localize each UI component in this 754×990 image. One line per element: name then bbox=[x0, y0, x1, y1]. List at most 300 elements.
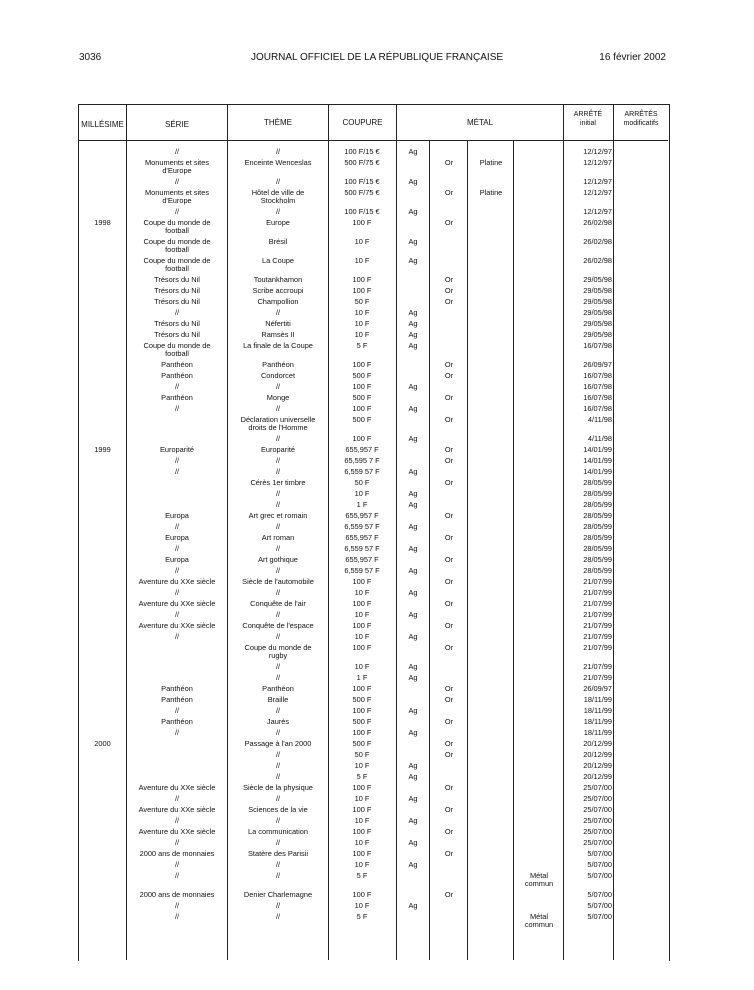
row-metal-or: Or bbox=[444, 684, 454, 693]
row-metal-or: Or bbox=[444, 717, 454, 726]
row-coupure: 100 F bbox=[352, 621, 372, 630]
row-metal-ag: Ag bbox=[408, 330, 418, 339]
row-metal-platine: Platine bbox=[479, 158, 503, 167]
row-millesime: 1998 bbox=[94, 218, 111, 227]
row-metal-ag: Ag bbox=[408, 147, 418, 156]
row-coupure: 10 F bbox=[354, 838, 370, 847]
row-theme: Siècle de la physique bbox=[243, 783, 313, 792]
row-metal-ag: Ag bbox=[408, 632, 418, 641]
col-header-millesime: MILLÉSIME bbox=[81, 120, 124, 129]
row-metal-or: Or bbox=[444, 218, 454, 227]
row-metal-or: Or bbox=[444, 445, 454, 454]
row-arrete-initial: 18/11/99 bbox=[583, 717, 612, 726]
row-coupure: 5 F bbox=[356, 912, 368, 921]
row-coupure: 10 F bbox=[354, 632, 370, 641]
row-metal-or: Or bbox=[444, 415, 454, 424]
row-theme: Statère des Parisii bbox=[248, 849, 308, 858]
row-coupure: 500 F/75 € bbox=[344, 188, 380, 197]
row-metal-commun: Métal commun bbox=[524, 871, 554, 888]
column-divider bbox=[613, 104, 614, 960]
row-coupure: 10 F bbox=[354, 662, 370, 671]
row-serie: // bbox=[174, 467, 180, 476]
row-coupure: 100 F bbox=[352, 599, 372, 608]
row-theme: Passage à l'an 2000 bbox=[244, 739, 312, 748]
journal-title: JOURNAL OFFICIEL DE LA RÉPUBLIQUE FRANÇAISE bbox=[250, 52, 504, 63]
row-coupure: 10 F bbox=[354, 330, 370, 339]
row-theme: La finale de la Coupe bbox=[243, 341, 313, 350]
row-coupure: 500 F bbox=[352, 717, 372, 726]
page-number: 3036 bbox=[79, 52, 102, 63]
row-serie: Europa bbox=[165, 555, 189, 564]
row-metal-ag: Ag bbox=[408, 610, 418, 619]
row-coupure: 100 F bbox=[352, 706, 372, 715]
row-metal-ag: Ag bbox=[408, 404, 418, 413]
row-arrete-initial: 28/05/99 bbox=[583, 544, 612, 553]
row-metal-or: Or bbox=[444, 621, 454, 630]
row-arrete-initial: 4/11/98 bbox=[587, 434, 612, 443]
row-theme: // bbox=[275, 662, 281, 671]
row-metal-ag: Ag bbox=[408, 761, 418, 770]
row-metal-ag: Ag bbox=[408, 500, 418, 509]
row-metal-or: Or bbox=[444, 360, 454, 369]
row-coupure: 10 F bbox=[354, 610, 370, 619]
row-theme: Toutankhamon bbox=[253, 275, 303, 284]
row-serie: // bbox=[174, 544, 180, 553]
row-coupure: 100 F bbox=[352, 275, 372, 284]
row-theme: Jaurès bbox=[266, 717, 290, 726]
row-serie: Panthéon bbox=[161, 684, 193, 693]
col-header-metal: MÉTAL bbox=[466, 118, 494, 127]
column-divider bbox=[396, 104, 397, 960]
row-serie: // bbox=[174, 794, 180, 803]
row-arrete-initial: 28/05/99 bbox=[583, 489, 612, 498]
row-metal-or: Or bbox=[444, 849, 454, 858]
row-coupure: 100 F bbox=[352, 434, 372, 443]
row-theme: // bbox=[275, 871, 281, 880]
row-metal-or: Or bbox=[444, 599, 454, 608]
row-serie: Aventure du XXe siècle bbox=[138, 783, 216, 792]
row-arrete-initial: 26/09/97 bbox=[583, 360, 612, 369]
row-coupure: 5 F bbox=[356, 341, 368, 350]
row-theme: Brésil bbox=[268, 237, 288, 246]
row-metal-or: Or bbox=[444, 805, 454, 814]
row-coupure: 6,559 57 F bbox=[344, 544, 380, 553]
row-metal-or: Or bbox=[444, 478, 454, 487]
column-divider bbox=[429, 140, 430, 960]
row-serie: // bbox=[174, 632, 180, 641]
row-coupure: 655,957 F bbox=[345, 533, 379, 542]
row-coupure: 100 F bbox=[352, 890, 372, 899]
row-metal-or: Or bbox=[444, 827, 454, 836]
row-theme: Enceinte Wenceslas bbox=[244, 158, 312, 167]
row-coupure: 100 F bbox=[352, 827, 372, 836]
row-metal-ag: Ag bbox=[408, 673, 418, 682]
row-arrete-initial: 16/07/98 bbox=[583, 341, 612, 350]
row-metal-or: Or bbox=[444, 750, 454, 759]
row-coupure: 655,957 F bbox=[345, 511, 379, 520]
row-metal-or: Or bbox=[444, 511, 454, 520]
row-serie: // bbox=[174, 816, 180, 825]
row-coupure: 100 F/15 € bbox=[344, 207, 380, 216]
row-arrete-initial: 21/07/99 bbox=[583, 621, 612, 630]
row-arrete-initial: 28/05/99 bbox=[583, 500, 612, 509]
row-metal-ag: Ag bbox=[408, 308, 418, 317]
row-arrete-initial: 28/05/99 bbox=[583, 478, 612, 487]
row-millesime: 1999 bbox=[94, 445, 111, 454]
row-metal-ag: Ag bbox=[408, 794, 418, 803]
row-serie: // bbox=[174, 382, 180, 391]
row-arrete-initial: 29/05/98 bbox=[583, 297, 612, 306]
row-serie: Coupe du monde de football bbox=[143, 218, 211, 235]
row-coupure: 100 F bbox=[352, 849, 372, 858]
row-theme: // bbox=[275, 632, 281, 641]
row-theme: // bbox=[275, 522, 281, 531]
row-theme: // bbox=[275, 912, 281, 921]
row-theme: // bbox=[275, 901, 281, 910]
row-coupure: 100 F bbox=[352, 286, 372, 295]
row-serie: Panthéon bbox=[161, 393, 193, 402]
row-theme: // bbox=[275, 728, 281, 737]
row-coupure: 1 F bbox=[356, 500, 368, 509]
row-arrete-initial: 20/12/99 bbox=[583, 772, 612, 781]
row-serie: Coupe du monde de football bbox=[143, 237, 211, 254]
row-coupure: 100 F bbox=[352, 643, 372, 652]
row-theme: Art gothique bbox=[258, 555, 298, 564]
row-theme: // bbox=[275, 177, 281, 186]
row-coupure: 100 F bbox=[352, 218, 372, 227]
row-coupure: 100 F/15 € bbox=[344, 177, 380, 186]
row-coupure: 500 F bbox=[352, 695, 372, 704]
row-serie: // bbox=[174, 706, 180, 715]
row-serie: Monuments et sites d'Europe bbox=[144, 158, 210, 175]
row-theme: Panthéon bbox=[262, 684, 294, 693]
row-arrete-initial: 18/11/99 bbox=[583, 695, 612, 704]
row-arrete-initial: 5/07/00 bbox=[587, 849, 612, 858]
row-arrete-initial: 5/07/00 bbox=[587, 901, 612, 910]
row-arrete-initial: 12/12/97 bbox=[583, 147, 612, 156]
row-metal-ag: Ag bbox=[408, 544, 418, 553]
row-theme: Europarité bbox=[260, 445, 296, 454]
row-arrete-initial: 21/07/99 bbox=[583, 588, 612, 597]
row-coupure: 10 F bbox=[354, 237, 370, 246]
row-coupure: 10 F bbox=[354, 489, 370, 498]
row-theme: // bbox=[275, 772, 281, 781]
col-header-coupure: COUPURE bbox=[342, 118, 383, 127]
row-serie: // bbox=[174, 207, 180, 216]
row-arrete-initial: 18/11/99 bbox=[583, 706, 612, 715]
column-divider bbox=[513, 140, 514, 960]
row-coupure: 100 F bbox=[352, 728, 372, 737]
row-metal-or: Or bbox=[444, 555, 454, 564]
row-coupure: 10 F bbox=[354, 588, 370, 597]
row-metal-ag: Ag bbox=[408, 434, 418, 443]
row-arrete-initial: 16/07/98 bbox=[583, 371, 612, 380]
row-arrete-initial: 20/12/99 bbox=[583, 739, 612, 748]
row-arrete-initial: 28/05/99 bbox=[583, 566, 612, 575]
row-coupure: 100 F/15 € bbox=[344, 147, 380, 156]
row-arrete-initial: 28/05/99 bbox=[583, 522, 612, 531]
row-serie: // bbox=[174, 456, 180, 465]
row-coupure: 10 F bbox=[354, 860, 370, 869]
row-metal-ag: Ag bbox=[408, 706, 418, 715]
row-theme: // bbox=[275, 588, 281, 597]
row-coupure: 10 F bbox=[354, 256, 370, 265]
row-serie: Panthéon bbox=[161, 695, 193, 704]
row-serie: Panthéon bbox=[161, 717, 193, 726]
row-theme: Braille bbox=[267, 695, 289, 704]
row-theme: Coupe du monde de rugby bbox=[244, 643, 312, 660]
row-coupure: 500 F/75 € bbox=[344, 158, 380, 167]
row-arrete-initial: 18/11/99 bbox=[583, 728, 612, 737]
row-arrete-initial: 4/11/98 bbox=[587, 415, 612, 424]
publication-date: 16 février 2002 bbox=[599, 52, 666, 63]
row-arrete-initial: 14/01/99 bbox=[583, 445, 612, 454]
row-arrete-initial: 29/05/98 bbox=[583, 319, 612, 328]
row-arrete-initial: 21/07/99 bbox=[583, 673, 612, 682]
row-arrete-initial: 28/05/99 bbox=[583, 533, 612, 542]
row-arrete-initial: 25/07/00 bbox=[583, 838, 612, 847]
row-coupure: 500 F bbox=[352, 371, 372, 380]
row-serie: Europa bbox=[165, 511, 189, 520]
row-coupure: 655,957 F bbox=[345, 445, 379, 454]
row-serie: // bbox=[174, 566, 180, 575]
row-metal-or: Or bbox=[444, 577, 454, 586]
row-serie: Trésors du Nil bbox=[154, 297, 200, 306]
row-serie: // bbox=[174, 308, 180, 317]
row-metal-ag: Ag bbox=[408, 256, 418, 265]
col-header-theme: THÈME bbox=[264, 118, 292, 127]
row-coupure: 50 F bbox=[354, 297, 370, 306]
row-theme: Cérès 1er timbre bbox=[250, 478, 306, 487]
row-theme: // bbox=[275, 434, 281, 443]
row-metal-or: Or bbox=[444, 158, 454, 167]
row-theme: // bbox=[275, 610, 281, 619]
row-serie: // bbox=[174, 838, 180, 847]
row-coupure: 10 F bbox=[354, 308, 370, 317]
row-serie: // bbox=[174, 147, 180, 156]
row-serie: // bbox=[174, 610, 180, 619]
row-theme: // bbox=[275, 816, 281, 825]
row-coupure: 100 F bbox=[352, 805, 372, 814]
row-arrete-initial: 28/05/99 bbox=[583, 555, 612, 564]
row-serie: Coupe du monde de football bbox=[143, 341, 211, 358]
row-coupure: 100 F bbox=[352, 577, 372, 586]
row-arrete-initial: 21/07/99 bbox=[583, 662, 612, 671]
row-serie: 2000 ans de monnaies bbox=[139, 849, 215, 858]
row-arrete-initial: 29/05/98 bbox=[583, 330, 612, 339]
row-serie: // bbox=[174, 522, 180, 531]
row-metal-or: Or bbox=[444, 783, 454, 792]
row-coupure: 10 F bbox=[354, 901, 370, 910]
row-metal-ag: Ag bbox=[408, 237, 418, 246]
row-metal-or: Or bbox=[444, 643, 454, 652]
row-coupure: 1 F bbox=[356, 673, 368, 682]
row-arrete-initial: 5/07/00 bbox=[587, 860, 612, 869]
row-coupure: 6,559 57 F bbox=[344, 566, 380, 575]
row-theme: // bbox=[275, 838, 281, 847]
row-coupure: 10 F bbox=[354, 319, 370, 328]
row-coupure: 5 F bbox=[356, 772, 368, 781]
row-theme: Panthéon bbox=[262, 360, 294, 369]
row-metal-ag: Ag bbox=[408, 838, 418, 847]
row-theme: La communication bbox=[248, 827, 308, 836]
row-metal-ag: Ag bbox=[408, 772, 418, 781]
row-serie: Trésors du Nil bbox=[154, 319, 200, 328]
row-serie: // bbox=[174, 901, 180, 910]
row-theme: // bbox=[275, 207, 281, 216]
row-arrete-initial: 21/07/99 bbox=[583, 643, 612, 652]
row-arrete-initial: 25/07/00 bbox=[583, 805, 612, 814]
row-theme: Art grec et romain bbox=[248, 511, 308, 520]
row-arrete-initial: 21/07/99 bbox=[583, 577, 612, 586]
row-theme: // bbox=[275, 860, 281, 869]
row-serie: Aventure du XXe siècle bbox=[138, 599, 216, 608]
row-metal-ag: Ag bbox=[408, 860, 418, 869]
row-theme: Sciences de la vie bbox=[248, 805, 308, 814]
row-arrete-initial: 21/07/99 bbox=[583, 632, 612, 641]
row-arrete-initial: 29/05/98 bbox=[583, 275, 612, 284]
row-arrete-initial: 25/07/00 bbox=[583, 827, 612, 836]
row-serie: Panthéon bbox=[161, 371, 193, 380]
row-coupure: 50 F bbox=[354, 478, 370, 487]
row-arrete-initial: 14/01/99 bbox=[583, 467, 612, 476]
row-metal-ag: Ag bbox=[408, 319, 418, 328]
row-metal-ag: Ag bbox=[408, 816, 418, 825]
row-metal-ag: Ag bbox=[408, 522, 418, 531]
row-theme: Ramsès II bbox=[261, 330, 295, 339]
row-arrete-initial: 16/07/98 bbox=[583, 404, 612, 413]
row-arrete-initial: 5/07/00 bbox=[587, 871, 612, 880]
row-theme: Hôtel de ville de Stockholm bbox=[251, 188, 305, 205]
row-arrete-initial: 12/12/97 bbox=[583, 207, 612, 216]
row-theme: // bbox=[275, 566, 281, 575]
row-serie: Trésors du Nil bbox=[154, 330, 200, 339]
row-theme: Conquête de l'air bbox=[250, 599, 306, 608]
row-serie: Monuments et sites d'Europe bbox=[144, 188, 210, 205]
row-metal-ag: Ag bbox=[408, 901, 418, 910]
row-arrete-initial: 25/07/00 bbox=[583, 794, 612, 803]
row-arrete-initial: 21/07/99 bbox=[583, 599, 612, 608]
row-theme: Champollion bbox=[257, 297, 299, 306]
row-serie: // bbox=[174, 177, 180, 186]
row-metal-ag: Ag bbox=[408, 382, 418, 391]
row-metal-or: Or bbox=[444, 371, 454, 380]
row-metal-ag: Ag bbox=[408, 467, 418, 476]
row-metal-or: Or bbox=[444, 188, 454, 197]
row-theme: // bbox=[275, 404, 281, 413]
row-arrete-initial: 12/12/97 bbox=[583, 177, 612, 186]
row-coupure: 500 F bbox=[352, 415, 372, 424]
row-coupure: 100 F bbox=[352, 360, 372, 369]
row-theme: // bbox=[275, 750, 281, 759]
row-serie: Coupe du monde de football bbox=[143, 256, 211, 273]
row-coupure: 10 F bbox=[354, 816, 370, 825]
row-serie: // bbox=[174, 588, 180, 597]
row-metal-ag: Ag bbox=[408, 566, 418, 575]
row-serie: // bbox=[174, 860, 180, 869]
col-header-arrete-initial: ARRÊTÉ initial bbox=[573, 111, 603, 127]
row-arrete-initial: 26/02/98 bbox=[583, 218, 612, 227]
row-serie: Trésors du Nil bbox=[154, 275, 200, 284]
row-metal-or: Or bbox=[444, 890, 454, 899]
row-theme: Europe bbox=[266, 218, 290, 227]
row-serie: // bbox=[174, 871, 180, 880]
row-arrete-initial: 20/12/99 bbox=[583, 750, 612, 759]
column-divider bbox=[467, 140, 468, 960]
row-metal-ag: Ag bbox=[408, 728, 418, 737]
row-metal-ag: Ag bbox=[408, 662, 418, 671]
row-metal-ag: Ag bbox=[408, 341, 418, 350]
row-arrete-initial: 21/07/99 bbox=[583, 610, 612, 619]
row-serie: Aventure du XXe siècle bbox=[138, 827, 216, 836]
row-arrete-initial: 20/12/99 bbox=[583, 761, 612, 770]
row-metal-ag: Ag bbox=[408, 177, 418, 186]
row-arrete-initial: 14/01/99 bbox=[583, 456, 612, 465]
row-theme: // bbox=[275, 308, 281, 317]
row-coupure: 10 F bbox=[354, 761, 370, 770]
row-coupure: 50 F bbox=[354, 750, 370, 759]
row-coupure: 100 F bbox=[352, 382, 372, 391]
row-theme: Denier Charlemagne bbox=[243, 890, 313, 899]
row-metal-ag: Ag bbox=[408, 588, 418, 597]
row-coupure: 655,957 F bbox=[345, 555, 379, 564]
row-serie: Aventure du XXe siècle bbox=[138, 577, 216, 586]
row-metal-platine: Platine bbox=[479, 188, 503, 197]
row-coupure: 5 F bbox=[356, 871, 368, 880]
row-metal-or: Or bbox=[444, 297, 454, 306]
row-coupure: 100 F bbox=[352, 783, 372, 792]
row-serie: Aventure du XXe siècle bbox=[138, 621, 216, 630]
row-serie: // bbox=[174, 728, 180, 737]
row-serie: // bbox=[174, 912, 180, 921]
row-metal-ag: Ag bbox=[408, 207, 418, 216]
row-theme: Néfertiti bbox=[265, 319, 291, 328]
row-coupure: 65,595 7 F bbox=[344, 456, 380, 465]
row-theme: // bbox=[275, 382, 281, 391]
row-serie: Europarité bbox=[159, 445, 195, 454]
row-coupure: 100 F bbox=[352, 684, 372, 693]
row-serie: Europa bbox=[165, 533, 189, 542]
row-millesime: 2000 bbox=[94, 739, 111, 748]
row-serie: 2000 ans de monnaies bbox=[139, 890, 215, 899]
col-header-serie: SÉRIE bbox=[164, 120, 189, 129]
row-theme: // bbox=[275, 147, 281, 156]
row-theme: Condorcet bbox=[260, 371, 296, 380]
row-serie: Trésors du Nil bbox=[154, 286, 200, 295]
row-serie: Panthéon bbox=[161, 360, 193, 369]
row-theme: // bbox=[275, 467, 281, 476]
col-header-arretes-modificatifs: ARRÊTÉS modificatifs bbox=[623, 111, 659, 127]
row-serie: // bbox=[174, 404, 180, 413]
row-theme: Art roman bbox=[261, 533, 295, 542]
row-arrete-initial: 25/07/00 bbox=[583, 783, 612, 792]
row-arrete-initial: 16/07/98 bbox=[583, 382, 612, 391]
row-arrete-initial: 12/12/97 bbox=[583, 158, 612, 167]
row-theme: // bbox=[275, 761, 281, 770]
row-metal-or: Or bbox=[444, 695, 454, 704]
row-theme: // bbox=[275, 544, 281, 553]
row-theme: // bbox=[275, 794, 281, 803]
row-theme: Déclaration universelle droits de l'Homme bbox=[240, 415, 316, 432]
row-metal-or: Or bbox=[444, 275, 454, 284]
row-arrete-initial: 25/07/00 bbox=[583, 816, 612, 825]
row-arrete-initial: 28/05/99 bbox=[583, 511, 612, 520]
row-arrete-initial: 16/07/98 bbox=[583, 393, 612, 402]
row-arrete-initial: 26/09/97 bbox=[583, 684, 612, 693]
row-arrete-initial: 26/02/98 bbox=[583, 256, 612, 265]
row-metal-or: Or bbox=[444, 533, 454, 542]
row-coupure: 100 F bbox=[352, 404, 372, 413]
